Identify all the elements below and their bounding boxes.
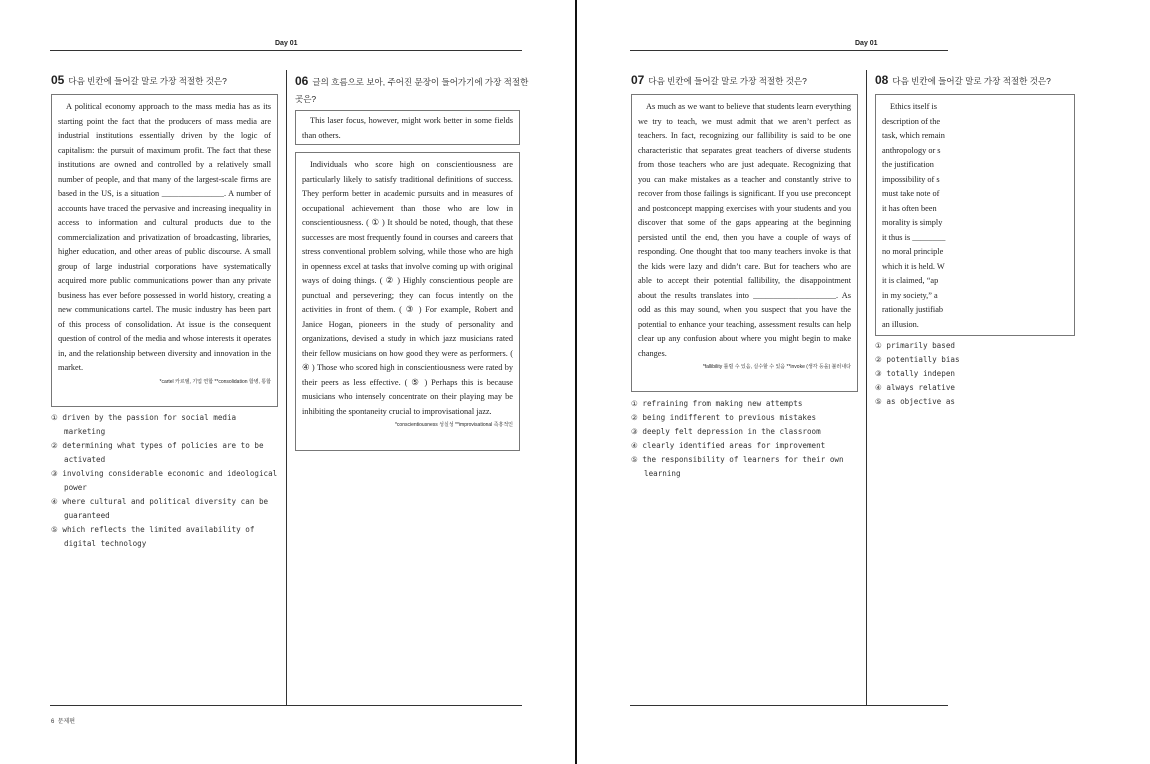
- q08-choice-1[interactable]: ① primarily based: [875, 341, 955, 350]
- q08-passage-box: [875, 94, 1075, 336]
- q08-passage-line: must take note of: [882, 189, 940, 198]
- q08-passage-line: it has often been: [882, 203, 937, 213]
- q08-passage-line: description of the: [882, 116, 941, 126]
- q05-prompt: 다음 빈칸에 들어갈 말로 가장 적절한 것은?: [68, 76, 227, 86]
- q06-prompt-line2: 곳은?: [295, 94, 317, 104]
- q06-passage: Individuals who score high on conscientiousness are particularly likely to satisfy traditional definitions of success. They perform better in academic pursuits and in measures of occupational achievement than those who are low in conscientiousness. ( ① ) It should be noted, though, that these successes are most frequently found in courses and careers that stress conventional problem solving, while those who are high in openness excel at tasks that involve coming up with original ways of doing things. ( ② ) Highly conscientious people are punctual and persevering; they can focus intently on the activities in front of them. ( ③ ) For example, Robert and Janice Hogan, pioneers in the study of personality and organizations, devised a study in which jazz musicians rated their fellow musicians on how good they were as performers. ( ④ ) Those who scored high in conscientiousness were rated by their peers as less effective. ( ⑤ ) Perhaps this is because musicians who intensely concentrate on their playing may be inhibiting the spontaneity crucial to improvisational jazz.: [302, 160, 513, 416]
- q05-choice-3[interactable]: ③ involving considerable economic and ideological power: [51, 469, 278, 492]
- q05-footnote: *cartel 카르텔, 기업 연합 **consolidation 합병, 통합: [159, 378, 271, 385]
- right-header-rule: [630, 50, 948, 51]
- left-footer-rule: [50, 705, 522, 706]
- q08-number: 08: [875, 73, 889, 87]
- left-header-rule: [50, 50, 522, 51]
- q07-choice-2[interactable]: ② being indifferent to previous mistakes: [631, 413, 817, 422]
- q07-choice-3[interactable]: ③ deeply felt depression in the classroom: [631, 427, 821, 436]
- q05-number: 05: [51, 73, 65, 87]
- q05-choice-5[interactable]: ⑤ which reflects the limited availability of digital technology: [51, 525, 255, 548]
- q08-choices: [875, 339, 960, 409]
- right-day-label: Day 01: [855, 40, 878, 47]
- q08-passage-line: anthropology or s: [882, 145, 941, 155]
- q07-number: 07: [631, 73, 645, 87]
- q08-choice-5[interactable]: ⑤ as objective as: [875, 397, 955, 406]
- q05-choice-2[interactable]: ② determining what types of policies are to be activated: [51, 441, 264, 464]
- q06-heading: [295, 73, 528, 108]
- q08-passage-line: task, which remain: [882, 131, 945, 140]
- q07-prompt: 다음 빈칸에 들어갈 말로 가장 적절한 것은?: [648, 76, 807, 86]
- q08-heading: [875, 73, 1051, 87]
- right-footer-rule: [630, 705, 948, 706]
- q05-choices: [51, 411, 279, 551]
- q08-passage-line: in my society,” a: [882, 290, 938, 300]
- q06-given-sentence: This laser focus, however, might work better in some fields than others.: [302, 116, 513, 140]
- q08-passage-line: no moral principle: [882, 247, 944, 256]
- page-number: 6: [51, 719, 55, 725]
- q05-passage: A political economy approach to the mass media has as its starting point the fact that the producers of mass media are industrial institutions essentially driven by the logic of capitalism: the pursuit of maximum profit. The fact that these institutions are owned and controlled by a relatively small number of people, and that many of the largest-scale firms are based in the US, is a situation _______________. A number of accounts have traced the pervasive and increasing inequality in access to information and cultural products due to the commercialization and privatization of broadcasting, libraries, higher education, and other areas of public discourse. A small group of large industrial corporations have systematically acquired more public communications power than any private business has ever before possessed in world history, creating a new communications cartel. The music industry has been part of this process of consolidation. At issue is the consequent question of control of the media and whose interests it operates in, and the relationship between diversity and innovation in the market.: [58, 102, 271, 372]
- q08-passage-line: it is claimed, “ap: [882, 276, 939, 285]
- q08-choice-4[interactable]: ④ always relative: [875, 383, 955, 392]
- q07-passage: As much as we want to believe that students learn everything we try to teach, we must admit that we aren’t perfect as teachers. In fact, recognizing our fallibility is said to be one characteristic that separates great teachers of diverse students from those teachers who are just adequate. Recognizing that you can make mistakes as a teacher and constantly strive to recover from those failings is significant. If you use preconcept and postconcept mapping exercises with your students and you discover that some of the gaps appearing at the beginning persisted until the end, then you have a couple of ways of responding. One thought that too many teachers invoke is that the kids were lazy and didn’t care. But for teachers who are able to accept their potential fallibility, the disappointment about the results translates into ____________________. As odd as this may sound, when you suspect that you have the potential to enhance your teaching, assessment results can help clear up any confusion about where you might begin to make changes.: [638, 102, 851, 358]
- q07-passage-box: [631, 94, 858, 392]
- q08-passage-line: morality is simply: [882, 218, 943, 227]
- q08-choice-2[interactable]: ② potentially bias: [875, 355, 960, 364]
- q08-passage-line: an illusion.: [882, 319, 919, 329]
- q07-footnote: *fallibility 틀릴 수 있음, 실수할 수 있음 **invoke (생각 등을) 불러내다: [702, 364, 851, 370]
- left-day-label: Day 01: [275, 40, 298, 47]
- q05-choice-1[interactable]: ① driven by the passion for social media marketing: [51, 413, 237, 436]
- left-page-footer: [51, 716, 75, 725]
- q08-passage-line: the justification: [882, 160, 934, 169]
- q08-passage-line: rationally justifiab: [882, 305, 944, 314]
- q08-prompt: 다음 빈칸에 들어갈 말로 가장 적절한 것은?: [892, 76, 1051, 86]
- q08-clipped-region: [874, 70, 1051, 420]
- q08-passage-line: it thus is ________: [882, 232, 946, 242]
- q05-choice-4[interactable]: ④ where cultural and political diversity can be guaranteed: [51, 497, 269, 520]
- q05-passage-box: [51, 94, 278, 407]
- q07-choice-4[interactable]: ④ clearly identified areas for improvement: [631, 441, 826, 450]
- q06-prompt-line1: 글의 흐름으로 보아, 주어진 문장이 들어가기에 가장 적절한: [312, 77, 529, 87]
- q07-choice-1[interactable]: ① refraining from making new attempts: [631, 399, 803, 408]
- q08-choice-3[interactable]: ③ totally indepen: [875, 369, 955, 378]
- right-column-divider: [866, 70, 867, 706]
- page-divider: [575, 0, 577, 764]
- q06-footnote: *conscientiousness 성실성 **improvisational 즉흥적인: [394, 422, 513, 428]
- q07-heading: [631, 73, 807, 87]
- q07-choices: [631, 397, 865, 481]
- q08-passage-line: which it is held. W: [882, 261, 945, 271]
- q05-heading: [51, 73, 227, 87]
- q07-choice-5[interactable]: ⑤ the responsibility of learners for their own learning: [631, 455, 844, 478]
- section-label: 문제편: [57, 719, 76, 725]
- q08-passage-line: Ethics itself is: [890, 102, 938, 111]
- q06-number: 06: [295, 74, 309, 88]
- q08-passage-line: impossibility of s: [882, 174, 940, 184]
- left-column-divider: [286, 70, 287, 706]
- q08-passage: [882, 100, 1068, 332]
- q06-given-sentence-box: [295, 110, 520, 145]
- q06-passage-box: [295, 152, 520, 451]
